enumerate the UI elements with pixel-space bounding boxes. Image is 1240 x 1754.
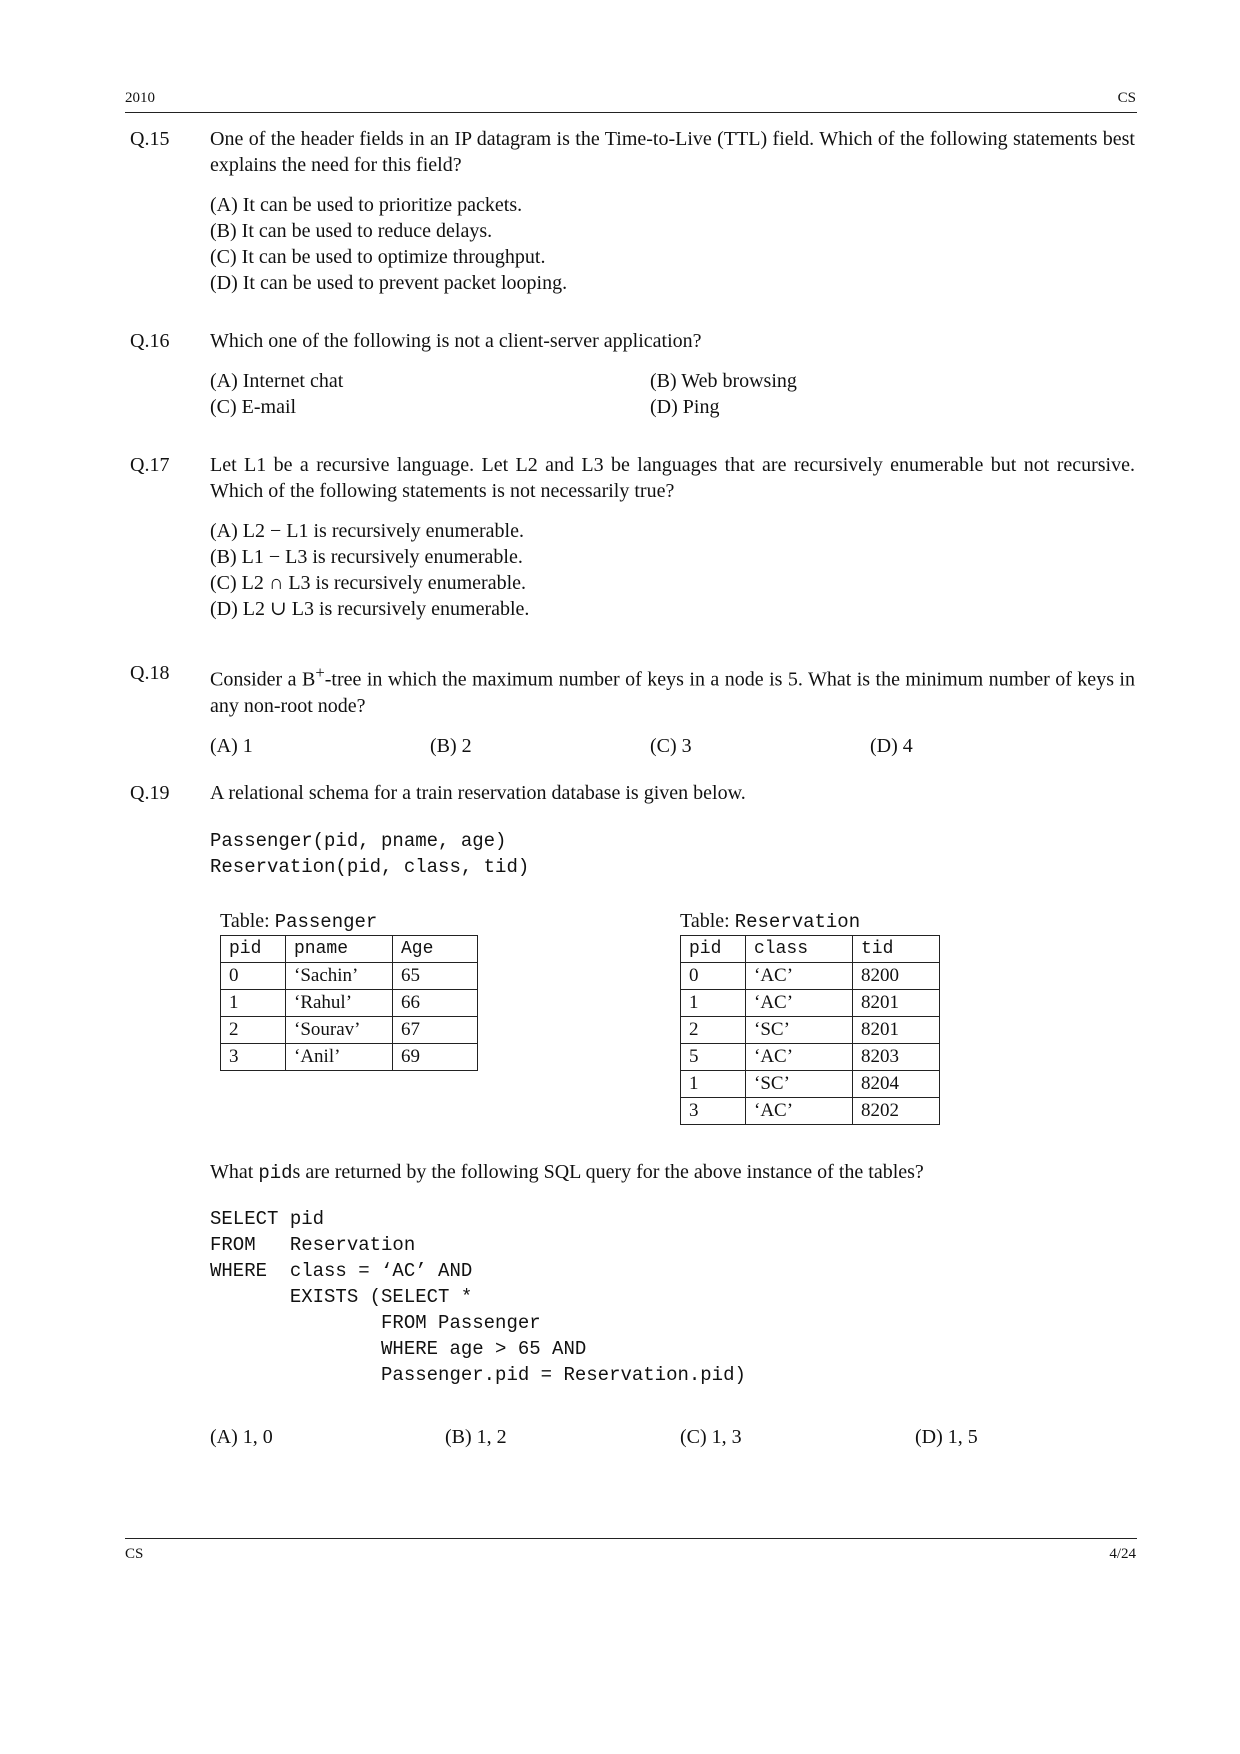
table-row: [681, 990, 940, 1017]
question-text: One of the header fields in an IP datagram is the Time-to-Live (TTL) field. Which of the following statements best explains the need for this field?: [210, 128, 1135, 176]
cell-tid: 8203: [853, 1044, 940, 1071]
cell-tid: 8200: [853, 963, 940, 990]
options: [210, 368, 1130, 420]
column-header-age: Age: [393, 936, 478, 963]
cell-class: ‘SC’: [746, 1071, 853, 1098]
question-16: [130, 328, 1130, 420]
footer-subject: CS: [125, 1546, 144, 1562]
question-number: Q.18: [130, 662, 170, 684]
schema-passenger: Passenger(pid, pname, age): [210, 830, 507, 852]
table-row: [681, 1017, 940, 1044]
question-number: Q.15: [130, 128, 170, 150]
option-a: (A) It can be used to prioritize packets.: [210, 194, 523, 216]
table-row: [221, 963, 478, 990]
cell-age: 67: [393, 1017, 478, 1044]
cell-pid: 2: [681, 1017, 746, 1044]
caption-label: Table:: [680, 910, 735, 932]
column-header-pid: pid: [681, 936, 746, 963]
cell-pname: ‘Anil’: [286, 1044, 393, 1071]
table-row: [221, 990, 478, 1017]
column-header-tid: tid: [853, 936, 940, 963]
cell-pid: 1: [681, 1071, 746, 1098]
footer-rule: [125, 1538, 1137, 1539]
header-year: 2010: [125, 90, 155, 106]
cell-class: ‘AC’: [746, 1044, 853, 1071]
cell-pid: 1: [681, 990, 746, 1017]
option-c: (C) L2 ∩ L3 is recursively enumerable.: [210, 572, 527, 594]
reservation-table: [680, 935, 940, 1125]
option-d: (D) Ping: [650, 396, 720, 418]
cell-pid: 5: [681, 1044, 746, 1071]
tables-area: [210, 908, 1130, 1125]
cell-tid: 8201: [853, 990, 940, 1017]
page-number: 4/24: [1109, 1546, 1136, 1562]
cell-pname: ‘Sourav’: [286, 1017, 393, 1044]
options: [210, 1424, 1130, 1450]
option-d: (D) L2 ∪ L3 is recursively enumerable.: [210, 598, 530, 620]
cell-class: ‘AC’: [746, 963, 853, 990]
cell-pid: 2: [221, 1017, 286, 1044]
reservation-table-block: [670, 908, 1130, 1125]
cell-pid: 3: [221, 1044, 286, 1071]
sql-question-text: [210, 1159, 1135, 1186]
question-number: Q.17: [130, 454, 170, 476]
column-header-pname: pname: [286, 936, 393, 963]
caption-table-name: Passenger: [274, 911, 378, 933]
option-b: (B) L1 − L3 is recursively enumerable.: [210, 546, 523, 568]
cell-age: 69: [393, 1044, 478, 1071]
column-header-class: class: [746, 936, 853, 963]
table-row: [681, 963, 940, 990]
cell-pid: 0: [221, 963, 286, 990]
table-row: [681, 1071, 940, 1098]
header-rule: [125, 112, 1137, 113]
option-a: (A) 1, 0: [210, 1426, 273, 1448]
cell-class: ‘AC’: [746, 990, 853, 1017]
question-text: [210, 660, 1135, 719]
option-b: (B) It can be used to reduce delays.: [210, 220, 493, 242]
options: [210, 518, 1130, 622]
cell-pid: 1: [221, 990, 286, 1017]
option-d: (D) 4: [870, 734, 913, 757]
table-header-row: [681, 936, 940, 963]
question-text: Which one of the following is not a client-server application?: [210, 330, 702, 352]
cell-tid: 8201: [853, 1017, 940, 1044]
cell-class: ‘AC’: [746, 1098, 853, 1125]
options: [210, 192, 1130, 296]
sql-query: SELECT pid FROM Reservation WHERE class = ‘AC’ AND EXISTS (SELECT * FROM Passenger WHERE age > 65 AND Passenger.pid = Reservation.pid): [210, 1208, 746, 1386]
cell-age: 65: [393, 963, 478, 990]
option-c: (C) 3: [650, 734, 692, 757]
option-b: (B) Web browsing: [650, 370, 797, 392]
header-subject: CS: [1117, 90, 1136, 106]
cell-age: 66: [393, 990, 478, 1017]
cell-tid: 8204: [853, 1071, 940, 1098]
option-c: (C) E-mail: [210, 396, 297, 418]
question-18: [130, 660, 1135, 759]
table-row: [681, 1044, 940, 1071]
passenger-table-caption: [220, 908, 670, 935]
question-text-end: -tree in which the maximum number of keys in a node is 5. What is the minimum number of keys in any non-root node?: [210, 668, 1135, 717]
table-row: [221, 1044, 478, 1071]
option-b: (B) 1, 2: [445, 1426, 507, 1448]
cell-pid: 0: [681, 963, 746, 990]
sql-question-code: pid: [258, 1162, 293, 1184]
question-15: [130, 126, 1135, 296]
cell-tid: 8202: [853, 1098, 940, 1125]
passenger-table-block: [210, 908, 670, 1125]
cell-pname: ‘Sachin’: [286, 963, 393, 990]
superscript-plus: +: [315, 663, 325, 682]
cell-pname: ‘Rahul’: [286, 990, 393, 1017]
option-a: (A) L2 − L1 is recursively enumerable.: [210, 520, 524, 542]
option-c: (C) 1, 3: [680, 1426, 742, 1448]
schema-reservation: Reservation(pid, class, tid): [210, 856, 530, 878]
option-b: (B) 2: [430, 734, 472, 757]
question-text-start: Consider a B: [210, 668, 316, 691]
table-header-row: [221, 936, 478, 963]
question-text: Let L1 be a recursive language. Let L2 and L3 be languages that are recursively enumerable but not recursive. Which of the following statements is not necessarily true?: [210, 454, 1135, 502]
question-17: [130, 452, 1135, 622]
reservation-table-caption: [680, 908, 1130, 935]
sql-question-end: s are returned by the following SQL query for the above instance of the tables?: [292, 1161, 924, 1183]
options: [210, 733, 1130, 759]
option-a: (A) 1: [210, 734, 253, 757]
caption-table-name: Reservation: [734, 911, 861, 933]
option-d: (D) It can be used to prevent packet looping.: [210, 272, 568, 294]
schema-definition: [210, 828, 1130, 880]
question-19: [130, 780, 1130, 1450]
question-number: Q.16: [130, 330, 170, 352]
cell-class: ‘SC’: [746, 1017, 853, 1044]
question-number: Q.19: [130, 782, 170, 804]
table-row: [681, 1098, 940, 1125]
option-c: (C) It can be used to optimize throughput.: [210, 246, 546, 268]
question-text: A relational schema for a train reservation database is given below.: [210, 782, 746, 804]
column-header-pid: pid: [221, 936, 286, 963]
sql-question-start: What: [210, 1161, 259, 1183]
passenger-table: [220, 935, 478, 1071]
table-row: [221, 1017, 478, 1044]
cell-pid: 3: [681, 1098, 746, 1125]
option-a: (A) Internet chat: [210, 370, 344, 392]
caption-label: Table:: [220, 910, 275, 932]
option-d: (D) 1, 5: [915, 1426, 978, 1448]
